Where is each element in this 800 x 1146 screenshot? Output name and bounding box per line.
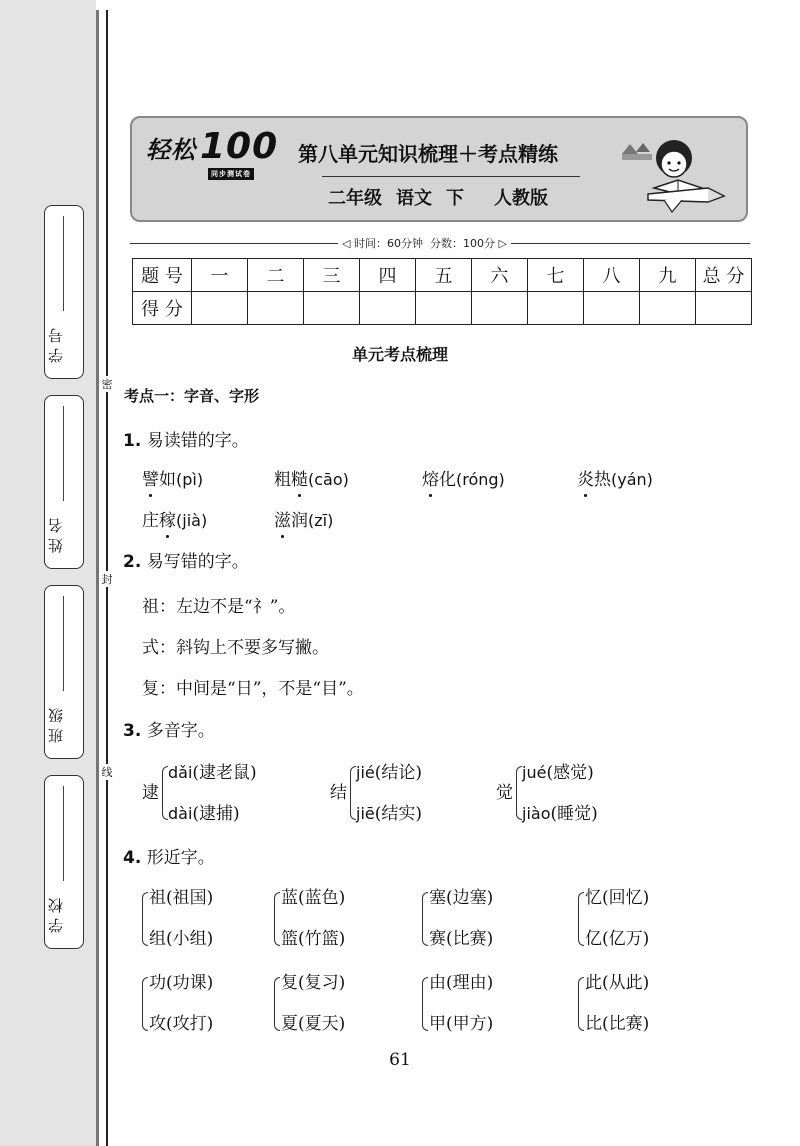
polyphone-reading: jié(结论) [356, 763, 422, 783]
column-header: 四 [360, 259, 416, 292]
brace [578, 977, 584, 1031]
seal-mark: 封 [101, 573, 113, 586]
question-3-heading: 3. 多音字。 [123, 721, 215, 741]
question-4-heading: 4. 形近字。 [123, 848, 215, 868]
row-label: 得 分 [133, 292, 192, 325]
brace [274, 977, 280, 1031]
rule-line: 祖：左边不是“礻”。 [142, 597, 296, 617]
column-header: 总 分 [696, 259, 752, 292]
polyphone-reading: dǎi(逮老鼠) [168, 763, 257, 783]
word-item: 炎热(yán) [577, 470, 653, 490]
column-header: 五 [416, 259, 472, 292]
student-name-box[interactable] [44, 395, 84, 569]
column-header: 六 [472, 259, 528, 292]
column-header: 三 [304, 259, 360, 292]
question-2-heading: 2. 易写错的字。 [123, 552, 249, 572]
polyphone-reading: jiē(结实) [356, 804, 422, 824]
similar-char: 组(小组) [149, 929, 214, 949]
rule-line: 复：中间是“日”，不是“目”。 [142, 679, 364, 699]
exam-info: ◁ 时间：60分钟 分数：100分 ▷ [338, 235, 511, 251]
column-header: 九 [640, 259, 696, 292]
unit-title: 第八单元知识梳理＋考点精练 [298, 142, 558, 166]
similar-char: 攻(攻打) [149, 1014, 214, 1034]
similar-char: 塞(边塞) [429, 888, 494, 908]
similar-char: 夏(夏天) [281, 1014, 346, 1034]
brand-logo: 轻松 100 同步测试卷 [146, 126, 279, 178]
student-name-label: 姓 名 [47, 518, 65, 554]
column-header: 八 [584, 259, 640, 292]
polyphone-char: 逮 [142, 783, 159, 803]
page-number: 61 [389, 1050, 411, 1070]
gutter-line [96, 10, 99, 1146]
class-box[interactable] [44, 585, 84, 759]
score-cell[interactable] [584, 292, 640, 325]
score-table-header-row [133, 259, 752, 292]
brace [422, 892, 428, 946]
kaodian-heading: 考点一：字音、字形 [124, 387, 260, 405]
polyphone-reading: dài(逮捕) [168, 804, 240, 824]
similar-char: 亿(亿万) [585, 929, 650, 949]
similar-char: 篮(竹篮) [281, 929, 346, 949]
score-cell[interactable] [192, 292, 248, 325]
score-cell[interactable] [248, 292, 304, 325]
word-item: 熔化(róng) [422, 470, 505, 490]
similar-char: 功(功课) [149, 973, 214, 993]
word-item: 譬如(pì) [142, 470, 204, 490]
rule-line: 式：斜钩上不要多写撇。 [142, 638, 329, 658]
score-cell[interactable] [528, 292, 584, 325]
exam-time: 时间：60分钟 [353, 237, 423, 250]
score-cell[interactable] [640, 292, 696, 325]
column-header: 一 [192, 259, 248, 292]
column-header: 二 [248, 259, 304, 292]
similar-char: 蓝(蓝色) [281, 888, 346, 908]
similar-char: 甲(甲方) [429, 1014, 494, 1034]
grade-subtitle: 二年级 语文 下 人教版 [328, 188, 548, 209]
brace [274, 892, 280, 946]
student-pen-illustration [618, 132, 728, 214]
polyphone-reading: jiào(睡觉) [522, 804, 598, 824]
score-cell[interactable] [696, 292, 752, 325]
seal-mark: 密 [101, 378, 113, 391]
polyphone-reading: jué(感觉) [522, 763, 594, 783]
student-id-label: 学 号 [47, 328, 65, 364]
school-label: 学 校 [47, 898, 65, 934]
brace [422, 977, 428, 1031]
brace [578, 892, 584, 946]
polyphone-char: 结 [330, 783, 347, 803]
seal-mark: 线 [101, 766, 113, 779]
similar-char: 比(比赛) [585, 1014, 650, 1034]
score-cell[interactable] [360, 292, 416, 325]
word-item: 庄稼(jià) [142, 511, 208, 531]
column-header: 七 [528, 259, 584, 292]
similar-char: 此(从此) [585, 973, 650, 993]
header-label: 题 号 [133, 259, 192, 292]
question-1-heading: 1. 易读错的字。 [123, 431, 249, 451]
score-cell[interactable] [472, 292, 528, 325]
school-box[interactable] [44, 775, 84, 949]
brace [142, 977, 148, 1031]
word-item: 粗糙(cāo) [274, 470, 349, 490]
word-item: 滋润(zī) [274, 511, 334, 531]
score-table-score-row [133, 292, 752, 325]
polyphone-char: 觉 [496, 783, 513, 803]
exam-score: 分数：100分 [429, 237, 495, 250]
similar-char: 忆(回忆) [585, 888, 650, 908]
score-cell[interactable] [416, 292, 472, 325]
similar-char: 由(理由) [429, 973, 494, 993]
section-title: 单元考点梳理 [351, 345, 448, 364]
score-table [132, 258, 752, 325]
similar-char: 赛(比赛) [429, 929, 494, 949]
class-label: 班 级 [47, 708, 65, 744]
brace [142, 892, 148, 946]
header-banner [130, 116, 748, 222]
binding-gutter [0, 0, 96, 1146]
similar-char: 祖(祖国) [149, 888, 214, 908]
score-cell[interactable] [304, 292, 360, 325]
similar-char: 复(复习) [281, 973, 346, 993]
